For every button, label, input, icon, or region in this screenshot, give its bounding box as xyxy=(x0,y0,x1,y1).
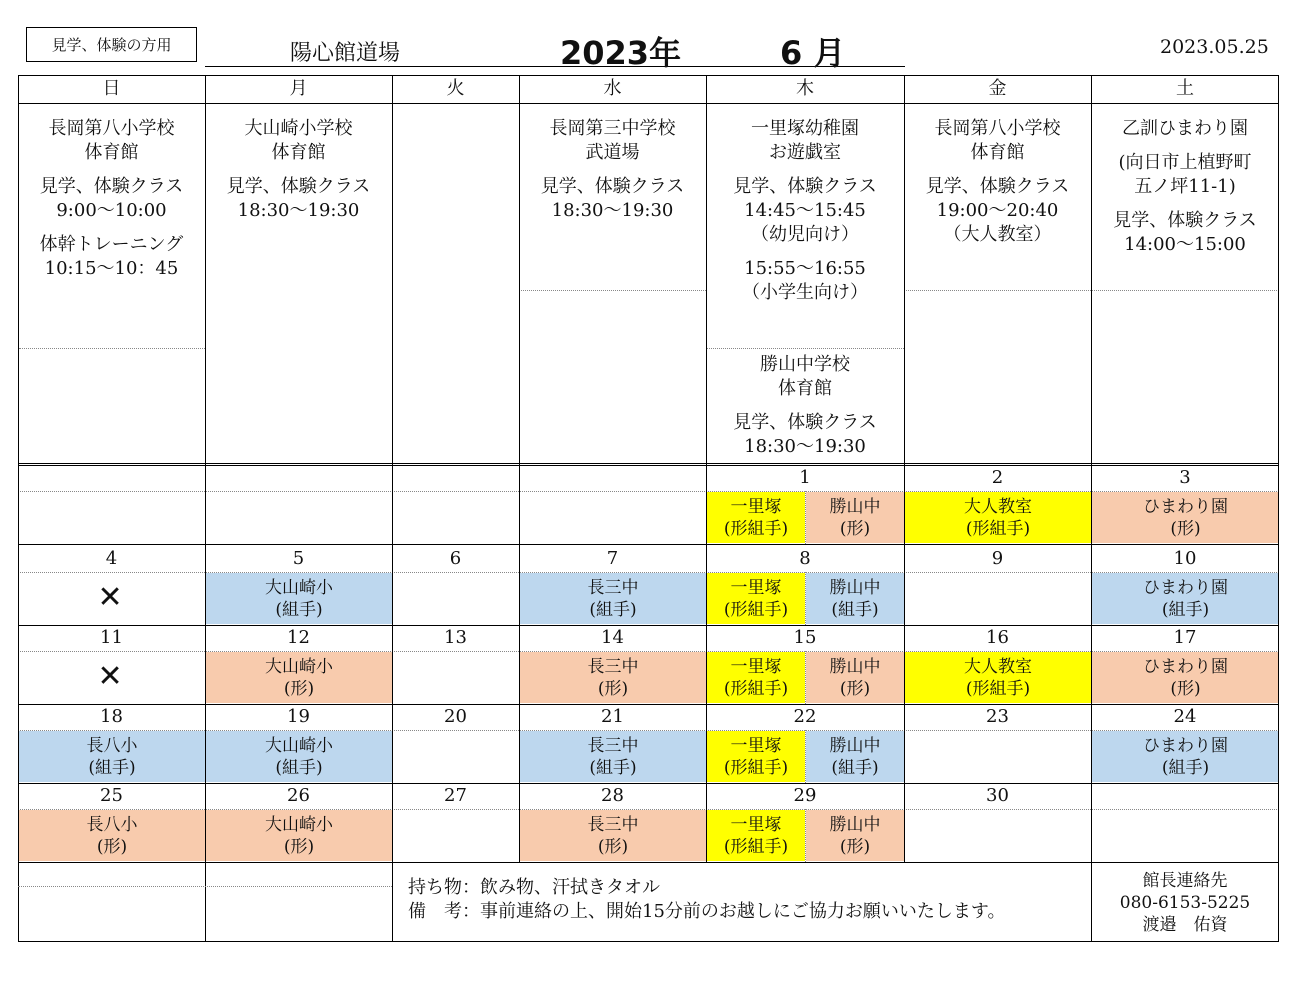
schedule-thu_a xyxy=(706,117,904,315)
schedule-line: 体育館 xyxy=(271,142,326,163)
schedule-line: 19:00～20:40 xyxy=(936,200,1059,221)
schedule-fri xyxy=(904,117,1091,257)
weekday-sun: 日 xyxy=(102,78,121,99)
schedule-line: 体育館 xyxy=(84,142,139,163)
day-number: 1 xyxy=(799,467,811,488)
event-text: (形組手) xyxy=(723,599,789,620)
event-text: 長八小 xyxy=(86,814,138,835)
event-text: (組手) xyxy=(1161,599,1210,620)
event-cell xyxy=(1092,573,1279,624)
schedule-line: 見学、体験クラス xyxy=(733,412,877,433)
schedule-line: 見学、体験クラス xyxy=(733,176,877,197)
contact-phone: 080-6153-5225 xyxy=(1119,893,1251,913)
event-text: (形) xyxy=(839,678,871,699)
schedule-wed-p1 xyxy=(519,117,706,165)
day-number: 17 xyxy=(1173,627,1197,648)
schedule-line: 武道場 xyxy=(585,142,640,163)
event-text: 一里塚 xyxy=(730,656,782,677)
weekday-tue: 火 xyxy=(446,78,465,99)
column-border xyxy=(904,75,905,862)
footer-notes: 備 考：事前連絡の上、開始15分前のお越しにご協力お願いいたします。 xyxy=(408,901,1006,922)
event-text: ひまわり園 xyxy=(1143,656,1228,677)
schedule-line: （幼児向け） xyxy=(751,224,859,245)
table-bottom-border xyxy=(18,941,1279,942)
event-text: (形組手) xyxy=(965,678,1031,699)
calendar-table xyxy=(18,75,1279,942)
event-text: ひまわり園 xyxy=(1143,735,1228,756)
day-number: 21 xyxy=(601,706,624,727)
schedule-line: 大山崎小学校 xyxy=(244,118,353,139)
weekday-sat: 土 xyxy=(1176,78,1194,99)
event-text: (形組手) xyxy=(723,678,789,699)
event-text: 大山崎小 xyxy=(265,814,333,835)
schedule-line: 14:00～15:00 xyxy=(1124,234,1246,255)
schedule-divider-thu xyxy=(706,348,904,349)
event-cell xyxy=(19,731,205,782)
event-text: 勝山中 xyxy=(829,496,881,517)
schedule-thu_a-p3 xyxy=(706,257,904,305)
event-text: 一里塚 xyxy=(730,577,782,598)
event-text: 大山崎小 xyxy=(265,735,333,756)
event-cell xyxy=(905,492,1091,543)
event-cell xyxy=(1092,731,1279,782)
schedule-line: お遊戯室 xyxy=(769,142,841,163)
week-bottom-border xyxy=(18,544,1279,545)
schedule-line: 見学、体験クラス xyxy=(925,176,1070,197)
day-number: 10 xyxy=(1173,548,1197,569)
event-text: 大山崎小 xyxy=(265,577,333,598)
schedule-sun-p1 xyxy=(18,117,205,165)
thursday-split xyxy=(805,730,806,783)
day-number: 16 xyxy=(986,627,1009,648)
schedule-line: 一里塚幼稚園 xyxy=(751,118,859,139)
schedule-line: 見学、体験クラス xyxy=(39,176,184,197)
event-cell xyxy=(1092,652,1279,703)
column-border xyxy=(205,75,206,862)
thursday-split xyxy=(805,809,806,862)
schedule-mon xyxy=(205,117,392,233)
day-number: 29 xyxy=(793,785,817,806)
event-text: (組手) xyxy=(589,757,637,778)
event-text: 長三中 xyxy=(587,814,639,835)
event-cell xyxy=(806,810,904,861)
day-number: 3 xyxy=(1179,467,1191,488)
week-bottom-border xyxy=(18,625,1279,626)
schedule-bottom-border-1 xyxy=(18,463,1279,464)
event-cell xyxy=(806,492,904,543)
event-cell xyxy=(520,573,706,624)
event-text: (形) xyxy=(1170,518,1201,539)
event-cell xyxy=(707,810,805,861)
schedule-wed xyxy=(519,117,706,233)
column-border xyxy=(706,75,707,862)
event-text: ひまわり園 xyxy=(1143,496,1228,517)
event-cell xyxy=(707,492,805,543)
schedule-divider-sat xyxy=(1091,290,1279,291)
day-number: 4 xyxy=(105,548,118,569)
column-border xyxy=(1091,75,1092,862)
week-bottom-border xyxy=(18,704,1279,705)
table-right-border xyxy=(1278,75,1279,942)
day-number-divider xyxy=(18,730,1279,731)
year-label: 2023年 xyxy=(560,34,682,72)
thursday-split xyxy=(805,572,806,625)
event-text: 勝山中 xyxy=(829,814,881,835)
day-number: 19 xyxy=(287,706,310,727)
footer-belongings: 持ち物：飲み物、汗拭きタオル xyxy=(408,877,660,898)
schedule-divider-fri xyxy=(904,290,1091,291)
schedule-line: 18:30～19:30 xyxy=(551,200,674,221)
schedule-sun-p2 xyxy=(18,175,205,223)
day-number: 6 xyxy=(449,548,462,569)
event-text: (組手) xyxy=(1161,757,1210,778)
event-text: (形) xyxy=(96,836,128,857)
schedule-thu_a-p2 xyxy=(706,175,904,247)
weekday-header-border xyxy=(18,103,1279,104)
event-cell xyxy=(707,573,805,624)
schedule-thu_b xyxy=(706,353,904,469)
day-number: 23 xyxy=(986,706,1009,727)
event-text: 勝山中 xyxy=(829,656,881,677)
event-text: 一里塚 xyxy=(730,814,782,835)
schedule-sun-p3 xyxy=(18,233,205,281)
schedule-line: 五ノ坪11-1) xyxy=(1134,176,1236,197)
event-text: (形組手) xyxy=(723,518,789,539)
day-number-divider xyxy=(18,809,1279,810)
issue-date: 2023.05.25 xyxy=(1160,36,1269,58)
month-label: 6 月 xyxy=(780,34,846,72)
event-cell xyxy=(206,573,392,624)
event-text: 一里塚 xyxy=(730,496,782,517)
schedule-sat-p2 xyxy=(1091,151,1279,199)
day-number: 15 xyxy=(793,627,817,648)
day-number-divider xyxy=(18,572,1279,573)
event-cell xyxy=(905,652,1091,703)
cross-mark-icon: ✕ xyxy=(97,659,123,694)
schedule-mon-p1 xyxy=(205,117,392,165)
day-number: 13 xyxy=(444,627,467,648)
schedule-sat-p1 xyxy=(1091,117,1279,141)
schedule-line: 体育館 xyxy=(778,378,832,399)
schedule-thu_b-p1 xyxy=(706,353,904,401)
day-number: 7 xyxy=(606,548,619,569)
day-number: 18 xyxy=(100,706,123,727)
thursday-split xyxy=(805,491,806,544)
contact-name: 渡邉 佑資 xyxy=(1142,915,1228,935)
event-cell xyxy=(520,810,706,861)
event-text: (形) xyxy=(1170,678,1201,699)
day-number: 24 xyxy=(1173,706,1197,727)
schedule-line: 10:15～10：45 xyxy=(44,258,179,279)
day-number: 9 xyxy=(991,548,1004,569)
event-text: (形) xyxy=(839,518,871,539)
event-cell xyxy=(707,731,805,782)
event-cell xyxy=(806,652,904,703)
table-left-border xyxy=(18,75,19,942)
schedule-line: 勝山中学校 xyxy=(760,354,850,375)
event-text: 大人教室 xyxy=(964,656,1032,677)
weekday-fri: 金 xyxy=(988,78,1007,99)
table-top-border xyxy=(18,75,1279,76)
day-number: 28 xyxy=(601,785,624,806)
schedule-mon-p2 xyxy=(205,175,392,223)
event-cell xyxy=(806,731,904,782)
schedule-thu_b-p2 xyxy=(706,411,904,459)
event-cell xyxy=(206,810,392,861)
event-text: (組手) xyxy=(831,757,879,778)
day-number: 25 xyxy=(100,785,123,806)
day-number: 11 xyxy=(100,627,123,648)
schedule-sat-p3 xyxy=(1091,209,1279,257)
event-text: (組手) xyxy=(589,599,637,620)
weekday-thu: 木 xyxy=(796,78,814,99)
event-cell xyxy=(520,731,706,782)
schedule-line: 体育館 xyxy=(970,142,1025,163)
visitor-label: 見学、体験の方用 xyxy=(51,36,172,54)
event-text: 長八小 xyxy=(86,735,138,756)
event-text: 一里塚 xyxy=(730,735,782,756)
footer-border xyxy=(392,862,393,942)
day-number: 5 xyxy=(292,548,305,569)
event-text: (組手) xyxy=(275,599,323,620)
schedule-fri-p2 xyxy=(904,175,1091,247)
thursday-split xyxy=(805,651,806,704)
event-text: (組手) xyxy=(275,757,323,778)
cross-mark-icon: ✕ xyxy=(97,580,123,615)
schedule-line: （大人教室） xyxy=(943,224,1052,245)
event-text: 長三中 xyxy=(587,656,639,677)
contact-title: 館長連絡先 xyxy=(1142,871,1228,891)
schedule-divider-sun xyxy=(19,348,205,349)
footer-border xyxy=(205,862,206,942)
week-bottom-border xyxy=(18,783,1279,784)
day-number: 12 xyxy=(287,627,310,648)
event-text: 勝山中 xyxy=(829,577,881,598)
schedule-sat xyxy=(1091,117,1279,267)
day-number: 20 xyxy=(444,706,467,727)
event-cell xyxy=(520,652,706,703)
schedule-line: 体幹トレーニング xyxy=(39,234,184,255)
contact-info xyxy=(1091,870,1279,936)
event-text: (形組手) xyxy=(723,836,789,857)
day-number: 30 xyxy=(986,785,1009,806)
event-cell xyxy=(206,652,392,703)
schedule-line: 18:30～19:30 xyxy=(237,200,360,221)
event-text: ひまわり園 xyxy=(1143,577,1228,598)
event-cell xyxy=(19,810,205,861)
event-text: (形組手) xyxy=(723,757,789,778)
day-number: 2 xyxy=(991,467,1004,488)
event-text: (形) xyxy=(283,678,315,699)
schedule-sun xyxy=(18,117,205,291)
schedule-thu_a-p1 xyxy=(706,117,904,165)
dojo-name: 陽心館道場 xyxy=(290,41,401,66)
visitor-label-box xyxy=(26,27,197,62)
schedule-line: 見学、体験クラス xyxy=(226,176,371,197)
day-number: 26 xyxy=(287,785,310,806)
schedule-line: 15:55～16:55 xyxy=(744,258,866,279)
event-cell xyxy=(1092,492,1279,543)
day-number-divider xyxy=(18,491,1279,492)
schedule-line: 見学、体験クラス xyxy=(540,176,685,197)
schedule-line: 乙訓ひまわり園 xyxy=(1122,118,1248,139)
schedule-wed-p2 xyxy=(519,175,706,223)
footer-divider xyxy=(18,886,392,887)
schedule-line: 14:45～15:45 xyxy=(744,200,866,221)
event-text: 長三中 xyxy=(587,735,639,756)
event-text: (組手) xyxy=(831,599,879,620)
event-text: (形) xyxy=(597,836,629,857)
day-number: 27 xyxy=(444,785,467,806)
schedule-line: 9:00～10:00 xyxy=(56,200,167,221)
schedule-line: 18:30～19:30 xyxy=(744,436,866,457)
event-text: 勝山中 xyxy=(829,735,881,756)
schedule-line: 長岡第三中学校 xyxy=(549,118,676,139)
schedule-divider-wed xyxy=(519,290,706,291)
event-text: (形) xyxy=(839,836,871,857)
event-text: (形組手) xyxy=(965,518,1031,539)
week-bottom-border xyxy=(18,862,1279,863)
schedule-fri-p1 xyxy=(904,117,1091,165)
schedule-line: （小学生向け） xyxy=(742,282,868,303)
event-cell xyxy=(806,573,904,624)
column-border xyxy=(392,75,393,862)
weekday-mon: 月 xyxy=(289,78,308,99)
day-number: 14 xyxy=(601,627,624,648)
event-text: (形) xyxy=(597,678,629,699)
event-cell xyxy=(206,731,392,782)
schedule-bottom-border-2 xyxy=(18,465,1279,466)
schedule-line: 長岡第八小学校 xyxy=(48,118,175,139)
event-text: 大人教室 xyxy=(964,496,1032,517)
event-text: 長三中 xyxy=(587,577,639,598)
day-number-divider xyxy=(18,651,1279,652)
day-number: 22 xyxy=(793,706,817,727)
column-border xyxy=(519,75,520,862)
schedule-line: 見学、体験クラス xyxy=(1113,210,1257,231)
event-text: (組手) xyxy=(88,757,136,778)
event-text: (形) xyxy=(283,836,315,857)
day-number: 8 xyxy=(799,548,811,569)
event-text: 大山崎小 xyxy=(265,656,333,677)
schedule-line: 長岡第八小学校 xyxy=(934,118,1061,139)
schedule-line: (向日市上植野町 xyxy=(1118,152,1252,173)
weekday-wed: 水 xyxy=(603,78,622,99)
event-cell xyxy=(707,652,805,703)
